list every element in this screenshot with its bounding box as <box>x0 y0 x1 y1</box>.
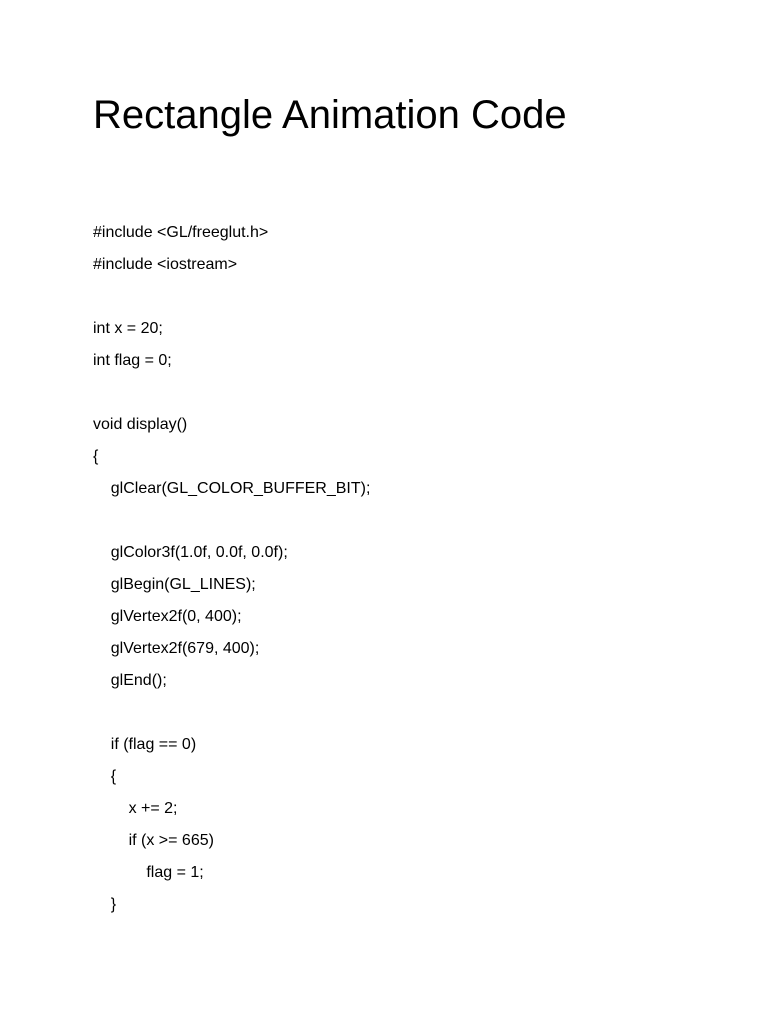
code-line-glbegin: glBegin(GL_LINES); <box>93 576 256 593</box>
code-line-glcolor3f: glColor3f(1.0f, 0.0f, 0.0f); <box>93 544 288 561</box>
code-line-glvertex-end: glVertex2f(679, 400); <box>93 640 260 657</box>
code-line-if-x-limit: if (x >= 665) <box>93 832 214 849</box>
code-line-include-freeglut: #include <GL/freeglut.h> <box>93 224 269 241</box>
page-title: Rectangle Animation Code <box>93 93 567 137</box>
code-line-open-brace: { <box>93 448 99 465</box>
code-line-glend: glEnd(); <box>93 672 167 689</box>
code-line-flag-set: flag = 1; <box>93 864 204 881</box>
code-line-int-x: int x = 20; <box>93 320 163 337</box>
code-line-glclear: glClear(GL_COLOR_BUFFER_BIT); <box>93 480 371 497</box>
code-line-void-display: void display() <box>93 416 188 433</box>
code-line-include-iostream: #include <iostream> <box>93 256 238 273</box>
code-line-if-flag: if (flag == 0) <box>93 736 197 753</box>
code-line-if-open-brace: { <box>93 768 117 785</box>
code-line-glvertex-start: glVertex2f(0, 400); <box>93 608 242 625</box>
code-line-x-increment: x += 2; <box>93 800 178 817</box>
code-line-if-close-brace: } <box>93 896 117 913</box>
code-line-int-flag: int flag = 0; <box>93 352 172 369</box>
